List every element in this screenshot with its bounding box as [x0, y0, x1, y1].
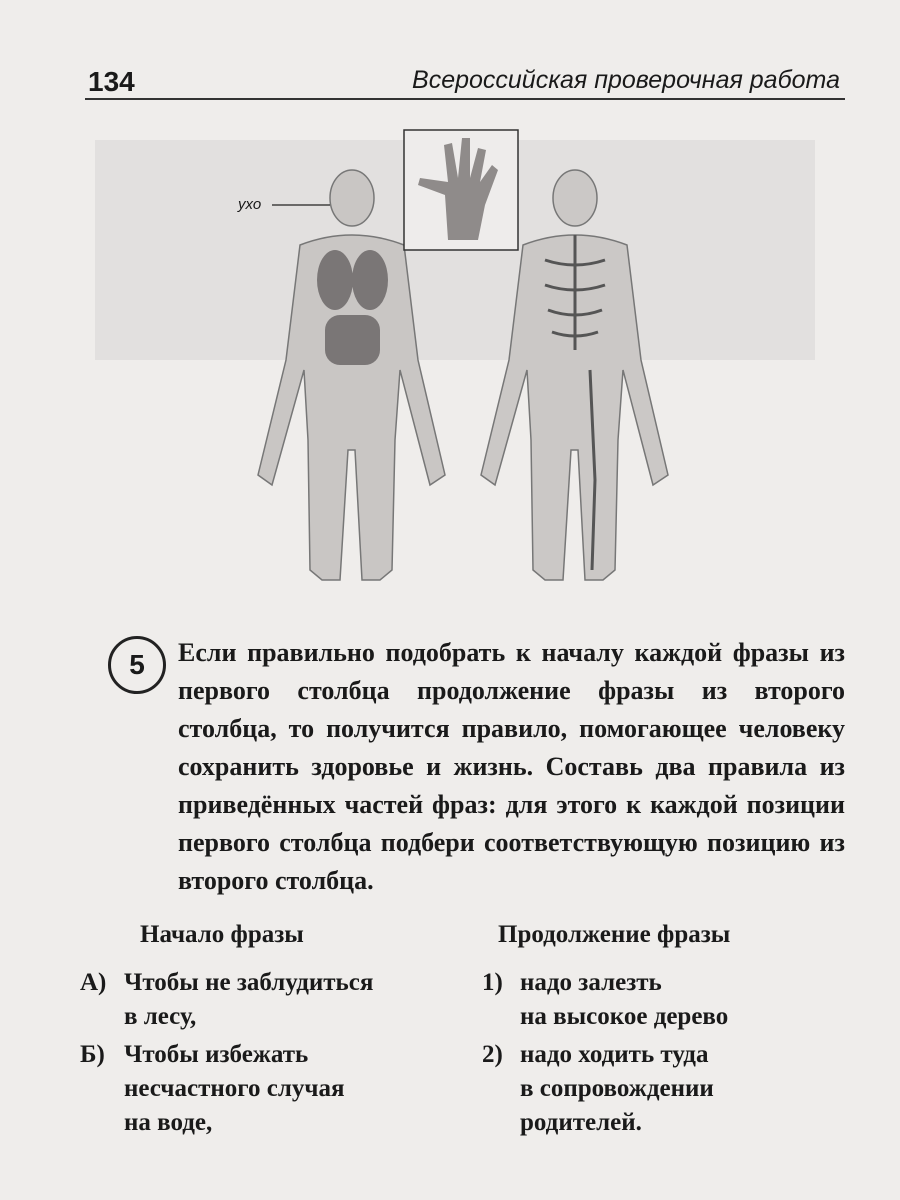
item-label: А)	[80, 969, 107, 996]
left-item-a	[80, 966, 480, 1034]
task-text: Если правильно подобрать к началу каждой фразы из первого столбца продолжение фразы из второго столбца, то получится правило, помогающее человеку сохранить здоровье и жизнь. Составь два правила из приведённых частей фраз: для этого к каждой позиции первого столбца подбери соответствующую позицию из второго столбца.	[178, 638, 845, 895]
right-item-1	[480, 966, 845, 1034]
item-label: Б)	[80, 1041, 105, 1068]
running-title: Всероссийская проверочная работа	[412, 66, 840, 94]
task-section	[80, 634, 845, 1144]
item-line: родителей.	[520, 1109, 642, 1136]
item-line: надо залезть	[520, 969, 662, 996]
task-number: 5	[108, 636, 166, 694]
item-label: 1)	[482, 969, 503, 996]
matching-columns	[80, 918, 845, 1144]
item-line: на высокое дерево	[520, 1003, 729, 1030]
item-line: на воде,	[124, 1109, 213, 1136]
page-number: 134	[88, 66, 135, 97]
right-column	[480, 918, 845, 1144]
ear-label: ухо	[238, 196, 262, 213]
item-line: в сопровождении	[520, 1075, 714, 1102]
item-line: надо ходить туда	[520, 1041, 709, 1068]
left-column	[80, 918, 480, 1144]
human-body-illustration	[0, 110, 900, 600]
right-item-2	[480, 1038, 845, 1140]
right-column-header: Продолжение фразы	[498, 921, 731, 948]
header-rule	[85, 98, 845, 100]
item-line: Чтобы не заблудиться	[124, 969, 374, 996]
item-line: в лесу,	[124, 1003, 197, 1030]
item-line: несчастного случая	[124, 1075, 345, 1102]
item-line: Чтобы избежать	[124, 1041, 309, 1068]
left-item-b	[80, 1038, 480, 1140]
left-column-header: Начало фразы	[140, 921, 304, 948]
item-label: 2)	[482, 1041, 503, 1068]
